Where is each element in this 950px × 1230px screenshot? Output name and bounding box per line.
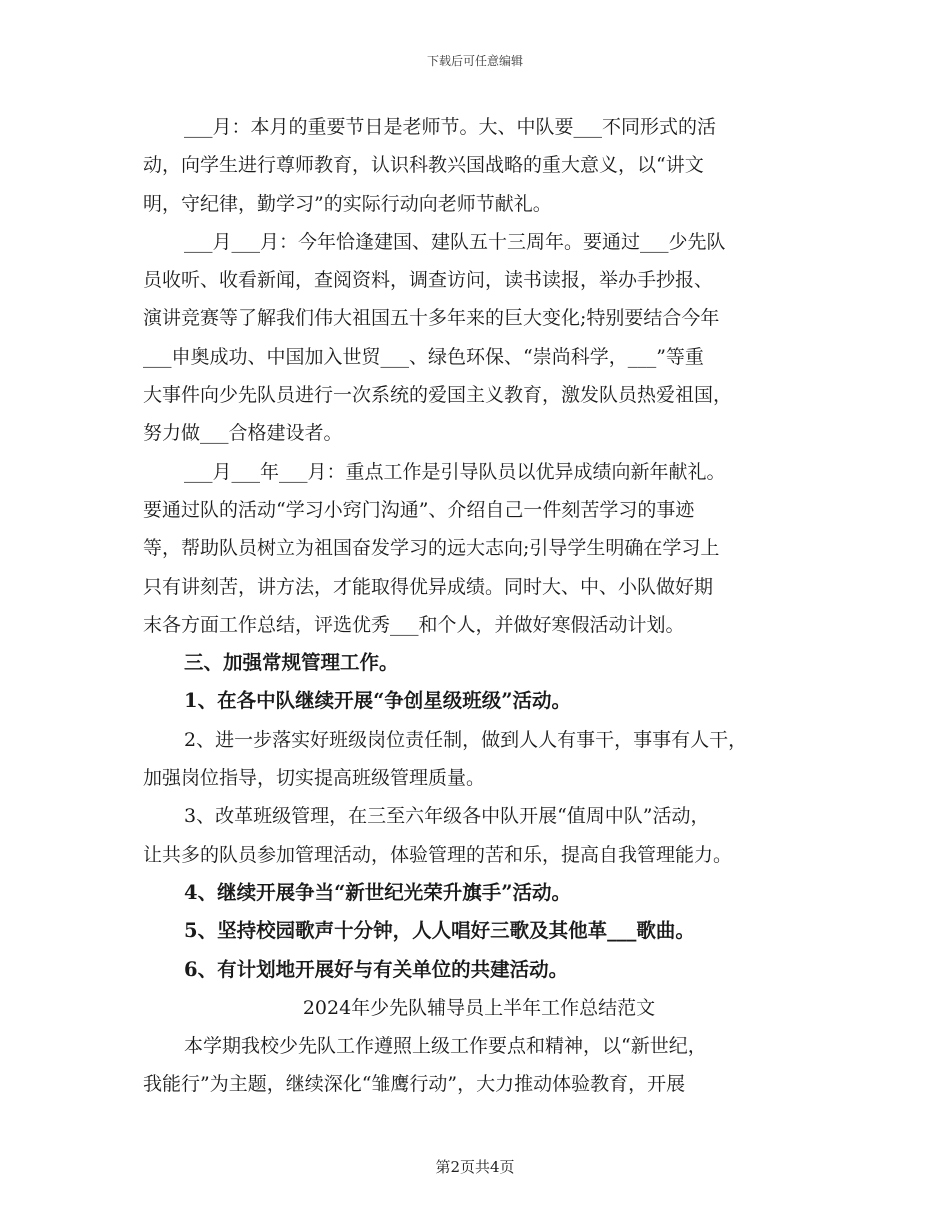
paragraph-line: ___月___年___月：重点工作是引导队员以优异成绩向新年献礼。 — [184, 460, 726, 483]
page-header: 下载后可任意编辑 — [426, 54, 523, 68]
paragraph-line: 员收听、收看新闻，查阅资料，调查访问，读书读报，举办手抄报、 — [143, 269, 714, 292]
section-heading: 三、加强常规管理工作。 — [184, 651, 399, 675]
page-footer: 第2页共4页 — [435, 1158, 515, 1176]
paragraph-line: 大事件向少先队员进行一次系统的爱国主义教育，激发队员热爱祖国， — [143, 384, 733, 407]
paragraph-line: ___申奥成功、中国加入世贸___、绿色环保、“崇尚科学，___”等重 — [143, 345, 704, 368]
paragraph-line: 动，向学生进行尊师教育，认识科教兴国战略的重大意义，以“讲文 — [143, 154, 704, 177]
list-item: 3、改革班级管理，在三至六年级各中队开展“值周中队”活动， — [184, 805, 710, 828]
paragraph-line: 明，守纪律，勤学习”的实际行动向老师节献礼。 — [143, 192, 552, 215]
list-item-heading: 4、继续开展争当“新世纪光荣升旗手”活动。 — [184, 880, 572, 904]
paragraph-line: 加强岗位指导，切实提高班级管理质量。 — [143, 767, 486, 790]
paragraph-line: ___月___月：今年恰逢建国、建队五十三周年。要通过___少先队 — [184, 230, 726, 253]
list-item-heading: 1、在各中队继续开展“争创星级班级”活动。 — [184, 689, 572, 713]
list-item-heading: 6、有计划地开展好与有关单位的共建活动。 — [184, 957, 569, 981]
paragraph-line: 只有讲刻苦，讲方法，才能取得优异成绩。同时大、中、小队做好期 — [143, 575, 714, 598]
paragraph-line: 等，帮助队员树立为祖国奋发学习的远大志向;引导学生明确在学习上 — [143, 537, 720, 560]
paragraph-line: 我能行”为主题，继续深化“雏鹰行动”，大力推动体验教育，开展 — [143, 1073, 686, 1096]
paragraph-line: ___月：本月的重要节日是老师节。大、中队要___不同形式的活 — [184, 116, 717, 138]
paragraph-line: 末各方面工作总结，评选优秀___和个人，并做好寒假活动计划。 — [143, 613, 685, 636]
paragraph-line: 本学期我校少先队工作遵照上级工作要点和精神，以“新世纪， — [184, 1035, 707, 1058]
list-item-heading: 5、坚持校园歌声十分钟，人人唱好三歌及其他革___歌曲。 — [184, 919, 695, 943]
paragraph-line: 让共多的队员参加管理活动，体验管理的苦和乐，提高自我管理能力。 — [143, 843, 733, 866]
paragraph-line: 要通过队的活动“学习小窍门沟通”、介绍自己一件刻苦学习的事迹 — [143, 498, 695, 521]
paragraph-line: 演讲竞赛等了解我们伟大祖国五十多年来的巨大变化;特别要结合今年 — [143, 307, 720, 330]
list-item: 2、进一步落实好班级岗位责任制，做到人人有事干，事事有人干， — [184, 728, 748, 751]
paragraph-line: 努力做___合格建设者。 — [143, 422, 343, 445]
document-title: 2024年少先队辅导员上半年工作总结范文 — [302, 996, 656, 1019]
document-body — [143, 108, 815, 1104]
